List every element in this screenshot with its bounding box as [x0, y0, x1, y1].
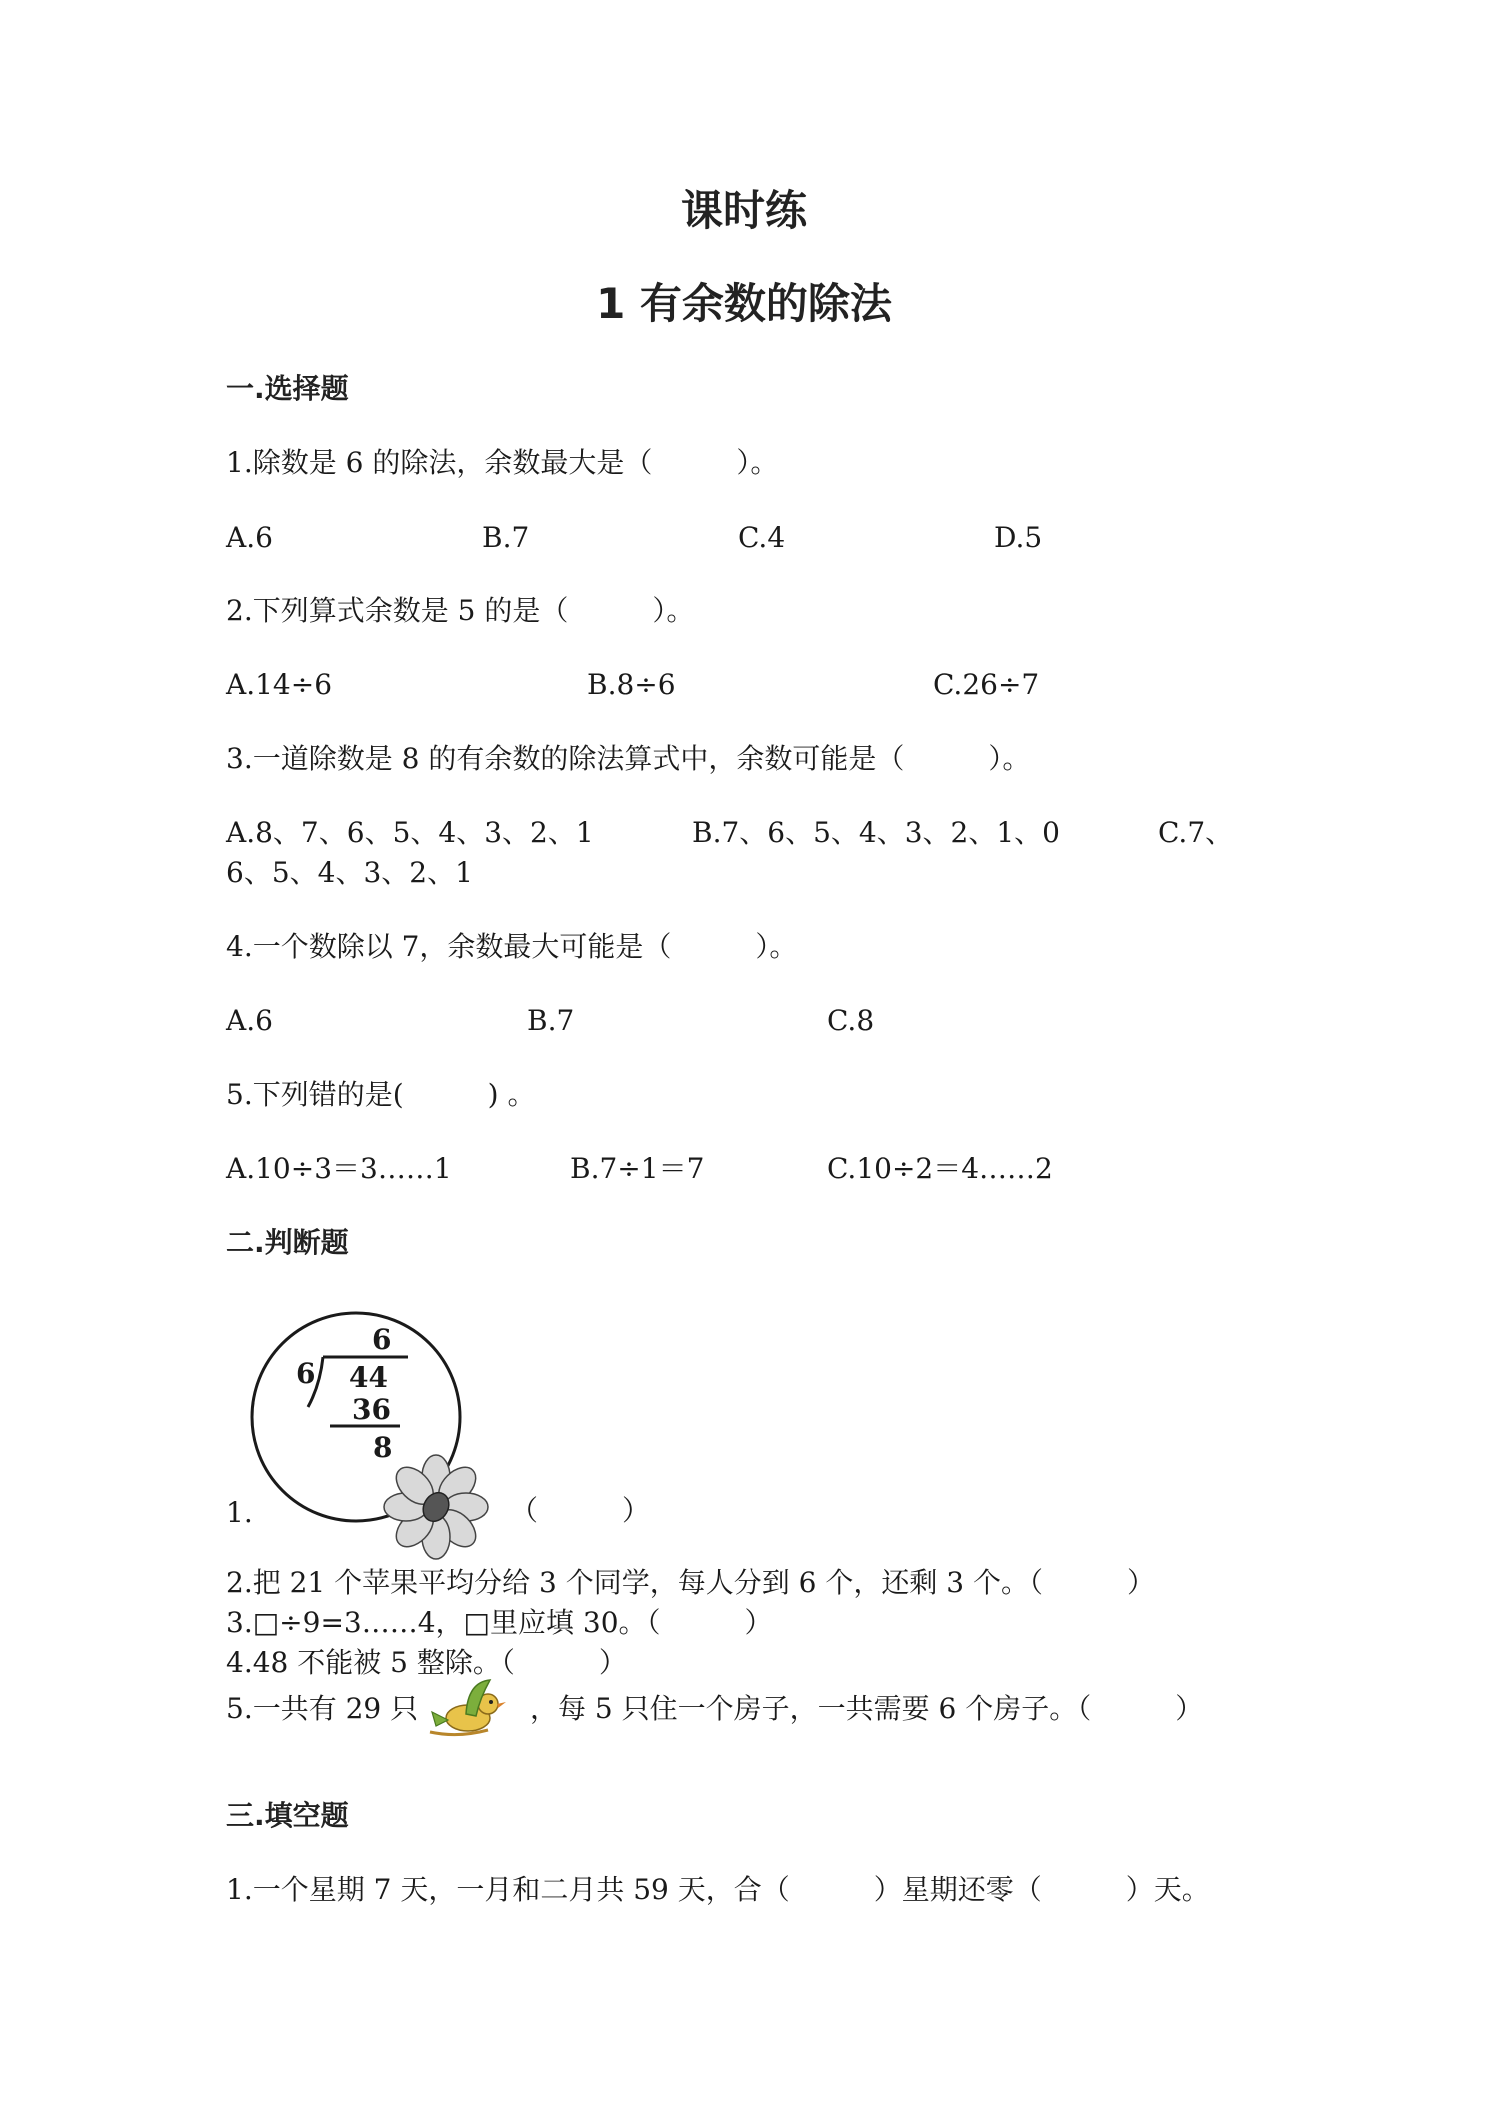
option-c: C.7、	[1158, 816, 1234, 849]
remainder-digit: 8	[373, 1431, 393, 1464]
dividend-number: 44	[349, 1361, 388, 1394]
option-c: C.8	[827, 1004, 875, 1037]
section-heading-choice: 一.选择题	[226, 372, 349, 405]
bird-icon	[428, 1672, 510, 1742]
option-b: B.7	[482, 521, 530, 554]
option-d: D.5	[994, 521, 1043, 554]
judgement-item: 4.48 不能被 5 整除。（ ）	[226, 1646, 627, 1679]
divisor-digit: 6	[296, 1357, 316, 1390]
option-a: A.10÷3＝3……1	[226, 1152, 452, 1185]
option-c: C.10÷2＝4……2	[827, 1152, 1053, 1185]
option-a: A.6	[226, 521, 273, 554]
answer-parentheses: （ ）	[510, 1494, 651, 1527]
section-heading-fill: 三.填空题	[226, 1799, 349, 1832]
flower-icon	[384, 1455, 488, 1559]
option-b: B.8÷6	[587, 668, 676, 701]
option-a: A.6	[226, 1004, 273, 1037]
question-text: 5.下列错的是( ) 。	[226, 1078, 536, 1111]
quotient-digit: 6	[372, 1323, 392, 1356]
division-circle-figure	[250, 1305, 500, 1560]
option-c: C.26÷7	[933, 668, 1040, 701]
option-c: C.4	[738, 521, 786, 554]
option-c-continued: 6、5、4、3、2、1	[226, 856, 473, 889]
judgement-item: 5.一共有 29 只	[226, 1692, 419, 1725]
option-a: A.14÷6	[226, 668, 333, 701]
product-number: 36	[352, 1393, 391, 1426]
option-a: A.8、7、6、5、4、3、2、1	[226, 816, 594, 849]
judgement-item-continued: ，每 5 只住一个房子，一共需要 6 个房子。（ ）	[530, 1692, 1204, 1725]
judgement-item: 2.把 21 个苹果平均分给 3 个同学，每人分到 6 个，还剩 3 个。（ ）	[226, 1566, 1155, 1599]
question-text: 1.一个星期 7 天，一月和二月共 59 天，合（ ）星期还零（ ）天。	[226, 1873, 1210, 1906]
section-heading-judgement: 二.判断题	[226, 1226, 349, 1259]
question-text: 1.除数是 6 的除法，余数最大是（ ）。	[226, 446, 779, 479]
question-text: 4.一个数除以 7，余数最大可能是（ ）。	[226, 930, 798, 963]
question-text: 2.下列算式余数是 5 的是（ ）。	[226, 594, 695, 627]
judgement-item-number: 1.	[226, 1496, 253, 1529]
question-text: 3.一道除数是 8 的有余数的除法算式中，余数可能是（ ）。	[226, 742, 1031, 775]
judgement-item: 3.□÷9=3……4，□里应填 30。（ ）	[226, 1606, 773, 1639]
option-b: B.7	[527, 1004, 575, 1037]
page-title: 课时练	[680, 186, 807, 235]
page-subtitle: 1 有余数的除法	[596, 279, 892, 328]
option-b: B.7、6、5、4、3、2、1、0	[692, 816, 1060, 849]
option-b: B.7÷1＝7	[570, 1152, 705, 1185]
